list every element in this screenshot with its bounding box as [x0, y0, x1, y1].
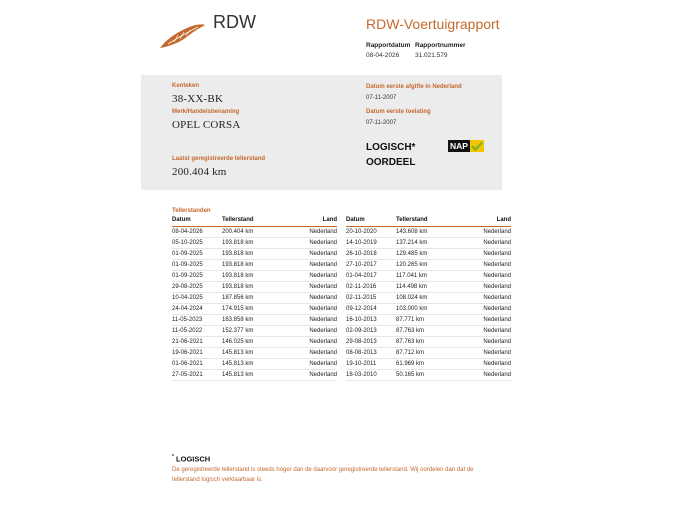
- table-row: [172, 337, 337, 348]
- header-datum: Datum: [172, 217, 191, 223]
- cell-datum: 01-04-2017: [346, 273, 377, 279]
- table-row: [172, 293, 337, 304]
- verdict-line1: LOGISCH*: [366, 142, 416, 153]
- cell-tellerstand: 103.000 km: [396, 306, 428, 312]
- rapportnummer: [415, 41, 466, 61]
- table-row: [346, 315, 511, 326]
- eerste-afgifte-value: 07-11-2007: [366, 95, 397, 101]
- tellerstand-label: Laatst geregistreerde tellerstand: [172, 156, 266, 162]
- table-row: [172, 348, 337, 359]
- cell-datum: 02-09-2013: [346, 328, 377, 334]
- cell-tellerstand: 152.377 km: [222, 328, 254, 334]
- cell-datum: 20-10-2020: [346, 229, 377, 235]
- cell-land: Nederland: [309, 251, 337, 257]
- cell-land: Nederland: [483, 372, 511, 378]
- cell-tellerstand: 108.024 km: [396, 295, 428, 301]
- nap-logo-icon: [448, 140, 484, 152]
- cell-tellerstand: 145.813 km: [222, 350, 254, 356]
- report-title: RDW-Voertuigrapport: [366, 16, 500, 32]
- rapportdatum: [366, 41, 410, 61]
- cell-land: Nederland: [483, 317, 511, 323]
- cell-land: Nederland: [309, 306, 337, 312]
- table-header: [346, 217, 511, 227]
- kenteken-value: 38-XX-BK: [172, 93, 224, 105]
- rdw-logo-icon: [158, 22, 206, 50]
- header-land: Land: [322, 217, 337, 223]
- cell-datum: 27-05-2021: [172, 372, 203, 378]
- cell-datum: 02-11-2015: [346, 295, 377, 301]
- rapportnummer-value: 31.021.579: [415, 52, 448, 59]
- cell-datum: 29-08-2013: [346, 339, 377, 345]
- table-row: [172, 271, 337, 282]
- header-land: Land: [496, 217, 511, 223]
- cell-tellerstand: 193.818 km: [222, 240, 254, 246]
- cell-datum: 05-10-2025: [172, 240, 203, 246]
- footnote-text: De geregistreerde tellerstand is steeds hoger dan de daarvoor geregistreerde tellerstand. Wij oordelen dan dat de tellerstand logisch verklaarbaar is.: [172, 467, 474, 483]
- cell-land: Nederland: [483, 262, 511, 268]
- cell-land: Nederland: [309, 273, 337, 279]
- tellerstand-field: [172, 156, 265, 178]
- cell-land: Nederland: [309, 361, 337, 367]
- table-row: [346, 271, 511, 282]
- cell-land: Nederland: [483, 284, 511, 290]
- eerste-afgifte-label: Datum eerste afgifte in Nederland: [366, 84, 462, 90]
- cell-datum: 18-03-2010: [346, 372, 377, 378]
- vehicle-summary-card: [141, 75, 502, 190]
- table-row: [172, 359, 337, 370]
- cell-land: Nederland: [483, 339, 511, 345]
- cell-tellerstand: 193.818 km: [222, 251, 254, 257]
- cell-tellerstand: 163.858 km: [222, 317, 254, 323]
- kenteken-field: [172, 83, 223, 105]
- cell-land: Nederland: [483, 240, 511, 246]
- cell-land: Nederland: [483, 229, 511, 235]
- cell-datum: 24-04-2024: [172, 306, 203, 312]
- cell-tellerstand: 187.856 km: [222, 295, 254, 301]
- verdict: [366, 140, 415, 170]
- cell-datum: 01-09-2025: [172, 262, 203, 268]
- cell-datum: 19-10-2011: [346, 361, 377, 367]
- table-header: [172, 217, 337, 227]
- cell-tellerstand: 146.025 km: [222, 339, 254, 345]
- rapportdatum-value: 08-04-2026: [366, 52, 400, 59]
- table-row: [172, 260, 337, 271]
- tellerstanden-title: Tellerstanden: [172, 208, 211, 214]
- eerste-toelating-value: 07-11-2007: [366, 120, 397, 126]
- table-row: [346, 238, 511, 249]
- cell-datum: 08-04-2026: [172, 229, 203, 235]
- header-tellerstand: Tellerstand: [222, 217, 254, 223]
- rapportnummer-label: Rapportnummer: [415, 42, 466, 49]
- eerste-toelating-label: Datum eerste toelating: [366, 109, 431, 115]
- cell-datum: 14-10-2019: [346, 240, 377, 246]
- cell-tellerstand: 143.608 km: [396, 229, 428, 235]
- cell-tellerstand: 87.712 km: [396, 350, 425, 356]
- cell-land: Nederland: [309, 284, 337, 290]
- header-datum: Datum: [346, 217, 365, 223]
- cell-land: Nederland: [309, 328, 337, 334]
- verdict-line2: OORDEEL: [366, 157, 416, 168]
- cell-land: Nederland: [309, 350, 337, 356]
- table-row: [346, 337, 511, 348]
- cell-tellerstand: 87.771 km: [396, 317, 425, 323]
- cell-tellerstand: 114.498 km: [396, 284, 427, 290]
- table-row: [346, 359, 511, 370]
- footnote-mark: *: [172, 454, 174, 460]
- cell-datum: 08-08-2013: [346, 350, 377, 356]
- cell-tellerstand: 129.485 km: [396, 251, 428, 257]
- cell-tellerstand: 200.404 km: [222, 229, 254, 235]
- cell-datum: 01-09-2025: [172, 251, 203, 257]
- brand-name: RDW: [213, 12, 256, 32]
- cell-tellerstand: 120.265 km: [396, 262, 428, 268]
- table-row: [172, 370, 337, 381]
- merk-label: Merk/Handelsbenaming: [172, 109, 240, 115]
- cell-land: Nederland: [483, 361, 511, 367]
- cell-datum: 19-06-2021: [172, 350, 203, 356]
- cell-datum: 11-05-2022: [172, 328, 203, 334]
- cell-datum: 16-10-2013: [346, 317, 377, 323]
- cell-land: Nederland: [483, 350, 511, 356]
- merk-value: OPEL CORSA: [172, 119, 241, 131]
- cell-tellerstand: 145.813 km: [222, 361, 254, 367]
- tellerstand-value: 200.404 km: [172, 166, 227, 178]
- cell-land: Nederland: [309, 339, 337, 345]
- merk-field: [172, 109, 241, 131]
- cell-datum: 27-10-2017: [346, 262, 377, 268]
- cell-tellerstand: 87.763 km: [396, 339, 425, 345]
- footnote-title: [172, 454, 210, 464]
- cell-datum: 09-12-2014: [346, 306, 377, 312]
- table-row: [172, 227, 337, 238]
- kenteken-label: Kenteken: [172, 83, 200, 89]
- footnote-title-text: LOGISCH: [176, 454, 211, 464]
- cell-land: Nederland: [483, 273, 511, 279]
- table-row: [346, 348, 511, 359]
- table-row: [346, 293, 511, 304]
- cell-datum: 29-08-2025: [172, 284, 203, 290]
- cell-tellerstand: 193.818 km: [222, 262, 254, 268]
- cell-datum: 26-10-2018: [346, 251, 377, 257]
- table-row: [346, 326, 511, 337]
- cell-tellerstand: 87.763 km: [396, 328, 425, 334]
- header-tellerstand: Tellerstand: [396, 217, 428, 223]
- cell-land: Nederland: [483, 306, 511, 312]
- table-row: [346, 282, 511, 293]
- table-row: [172, 238, 337, 249]
- nap-logo-text: NAP: [450, 141, 468, 152]
- cell-tellerstand: 193.818 km: [222, 284, 254, 290]
- cell-land: Nederland: [309, 372, 337, 378]
- table-row: [346, 370, 511, 381]
- table-row: [346, 260, 511, 271]
- cell-datum: 01-06-2021: [172, 361, 203, 367]
- cell-tellerstand: 193.818 km: [222, 273, 254, 279]
- cell-land: Nederland: [309, 240, 337, 246]
- rapportdatum-label: Rapportdatum: [366, 42, 411, 49]
- cell-land: Nederland: [309, 317, 337, 323]
- eerste-toelating-field: [366, 109, 431, 126]
- readings-table-left: [172, 217, 337, 381]
- cell-land: Nederland: [309, 229, 337, 235]
- table-row: [346, 227, 511, 238]
- cell-datum: 01-09-2025: [172, 273, 203, 279]
- cell-datum: 21-06-2021: [172, 339, 203, 345]
- readings-table-right: [346, 217, 511, 381]
- cell-tellerstand: 137.214 km: [396, 240, 428, 246]
- cell-datum: 11-05-2023: [172, 317, 203, 323]
- cell-tellerstand: 117.041 km: [396, 273, 427, 279]
- cell-datum: 02-11-2016: [346, 284, 377, 290]
- cell-land: Nederland: [309, 295, 337, 301]
- table-row: [172, 326, 337, 337]
- cell-land: Nederland: [483, 295, 511, 301]
- cell-datum: 10-04-2025: [172, 295, 203, 301]
- cell-tellerstand: 174.915 km: [222, 306, 254, 312]
- cell-land: Nederland: [309, 262, 337, 268]
- table-row: [172, 249, 337, 260]
- cell-tellerstand: 145.813 km: [222, 372, 254, 378]
- cell-tellerstand: 61.969 km: [396, 361, 425, 367]
- table-row: [346, 249, 511, 260]
- cell-land: Nederland: [483, 251, 511, 257]
- table-row: [172, 282, 337, 293]
- table-row: [172, 315, 337, 326]
- table-row: [346, 304, 511, 315]
- eerste-afgifte-field: [366, 84, 462, 101]
- table-row: [172, 304, 337, 315]
- cell-tellerstand: 50.165 km: [396, 372, 425, 378]
- cell-land: Nederland: [483, 328, 511, 334]
